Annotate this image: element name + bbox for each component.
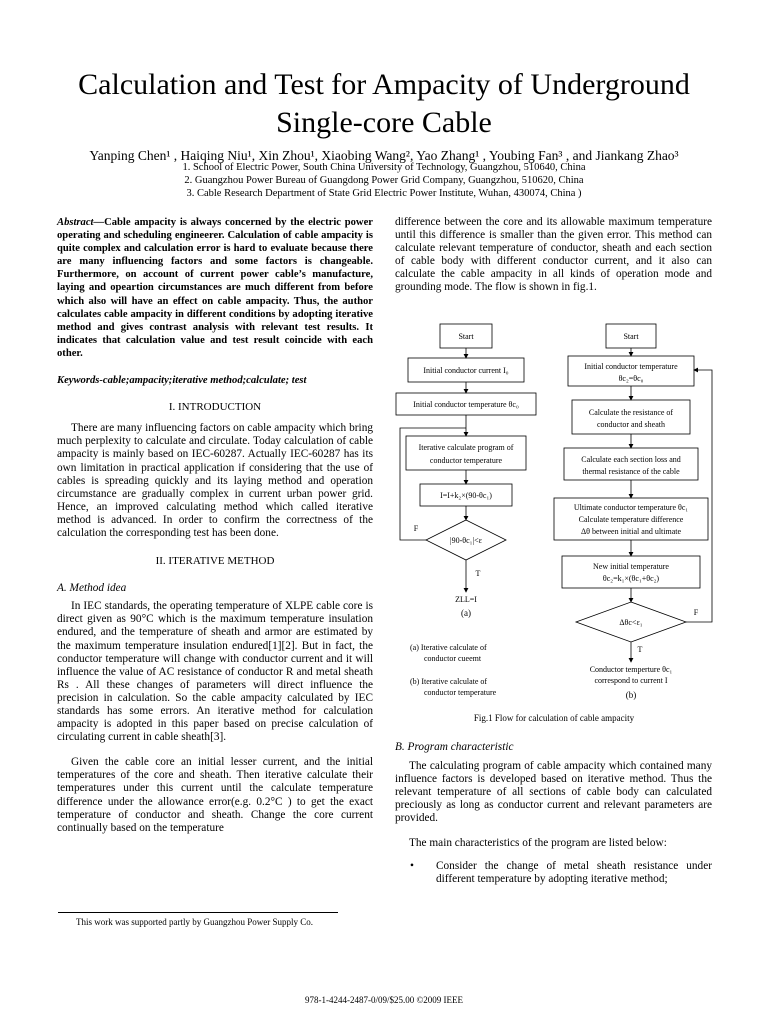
- a-iterative-label-2: conductor temperature: [429, 456, 503, 465]
- flowchart-figure: [390, 318, 720, 726]
- abstract-text: Cable ampacity is always concerned by the electric power operating and scheduling engineerer. Calculation of cable ampacity is quite complex and calculation error is hard to evaluate because there are many influencing factors and some factors is changeable. Furthermore, on account of current power cable’s manufacture, laying and opeartion circumstances are much different from before which also will have an effect on cable ampacity. Thus, the author calculates cable ampacity in different conditions by adopting iterative method and gives contrast analysis with relevant test results. It indicates that calculation value and test result coincide with each other.: [57, 217, 373, 359]
- section-iterative-method-heading: II. ITERATIVE METHOD: [155, 555, 275, 568]
- legend-a-line-2: conductor cueemt: [424, 654, 482, 663]
- b-end-label-2: correspond to current I: [594, 676, 668, 685]
- bullet-marker: •: [410, 860, 414, 872]
- bullet-item-1: Consider the change of metal sheath resistance under different temperature by adopting iterative method;: [436, 860, 712, 886]
- abstract: [57, 216, 373, 360]
- title-line-2: Single-core Cable: [276, 106, 492, 139]
- title-line-1: Calculation and Test for Ampacity of Underground: [78, 68, 690, 101]
- paper-title: [40, 66, 728, 142]
- b-resistance-label-2: conductor and sheath: [597, 420, 665, 429]
- b-false-label: F: [693, 608, 699, 617]
- b-ultimate-label-3: Δθ between initial and ultimate: [580, 527, 682, 536]
- footnote-rule: [58, 912, 338, 913]
- a-condition-label: |90-θc₁|<ε: [450, 536, 482, 545]
- b-ultimate-label-1: Ultimate conductor temperature θc₁: [573, 503, 689, 512]
- introduction-paragraph: There are many influencing factors on cable ampacity which bring much perplexity to calculate and circulate. Today calculation of cable ampacity is mainly based on IEC-60287. Actually IEC-60287 has its own limitation in practical application if considering that the use of cables is spreading quickly and its laying method and operation circumstance are gradually complex in current urban power grid. Hence, an improved calculating method which called iterative method is advanced. In order to confirm the correctness of the calculation the corresponding test has been done.: [57, 422, 373, 539]
- section-introduction-heading: I. INTRODUCTION: [168, 401, 262, 414]
- program-paragraph: The calculating program of cable ampacity which contained many influence factors is developed based on iterative method. Thus the relevant temperature of all sections of cable body can calculated preciously as long as conductor current and relevant parameters are provided.: [395, 760, 712, 825]
- a-initial-temp-label: Initial conductor temperature θc₀: [413, 400, 519, 409]
- b-ultimate-label-2: Calculate temperature difference: [578, 515, 684, 524]
- subsection-method-idea: A. Method idea: [57, 582, 127, 595]
- b-start-label: Start: [623, 332, 639, 341]
- b-resistance-label-1: Calculate the resistance of: [588, 408, 674, 417]
- b-condition-label: Δθc<ε₁: [619, 618, 643, 627]
- left-column: [57, 216, 373, 835]
- b-initial-temp-label-2: θc₂=θc₀: [618, 374, 644, 383]
- author-list: Yanping Chen¹ , Haiqing Niu¹, Xin Zhou¹, Xiaobing Wang², Yao Zhang¹ , Youbing Fan³ , and Jiankang Zhao³: [89, 148, 679, 163]
- a-initial-current-label: Initial conductor current I₀: [423, 366, 509, 375]
- b-end-label-1: Conductor temperture θc₁: [589, 665, 673, 674]
- characteristics-intro: The main characteristics of the program are listed below:: [409, 836, 667, 849]
- b-true-label: T: [637, 645, 643, 654]
- a-iterative-label-1: Iterative calculate program of: [418, 443, 514, 452]
- right-column-top: [395, 216, 712, 295]
- b-new-initial-label-1: New initial temperature: [593, 562, 669, 571]
- subsection-program-characteristic: B. Program characteristic: [395, 741, 514, 753]
- abstract-label: Abstract—: [57, 217, 105, 228]
- a-panel-label: (a): [461, 608, 471, 618]
- b-loss-label-1: Calculate each section loss and: [581, 455, 681, 464]
- keywords: Keywords-cable;ampacity;iterative method;calculate; test: [57, 375, 307, 387]
- a-result-label: ZLL=I: [455, 595, 477, 604]
- affiliation-1: 1. School of Electric Power, South China University of Technology, Guangzhou, 510640, China: [182, 162, 586, 173]
- page-footer: 978-1-4244-2487-0/09/$25.00 ©2009 IEEE: [304, 995, 464, 1005]
- a-start-label: Start: [458, 332, 474, 341]
- a-true-label: T: [475, 569, 481, 578]
- legend-b-line-2: conductor temperature: [424, 688, 497, 697]
- b-loss-label-2: thermal resistance of the cable: [582, 467, 680, 476]
- b-initial-temp-label-1: Initial conductor temperature: [584, 362, 678, 371]
- method-paragraph-1: In IEC standards, the operating temperature of XLPE cable core is direct given as 90°C which is the maximum temperature insulation endured, and the temperature of sheath and armor are estimated by the maximum temperature insulation endured[1][2]. But in fact, the conductor temperature will change with conductor current and it will influence the value of AC resistance of conductor R and metal sheath Rs . All these changes of parameters will direct influence the precision in calculation. So the cable ampacity calculated by IEC standards has some errors. An iterative method for calculation ampacity is adopted in this paper based on precise calculation of circulating current in cable sheath[3].: [57, 600, 373, 744]
- footnote: This work was supported partly by Guangzhou Power Supply Co.: [76, 917, 313, 927]
- a-update-label: I=I+k₂×(90-θc₁): [440, 491, 492, 500]
- method-paragraph-2: Given the cable core an initial lesser current, and the initial temperatures of the core and sheath. Then iterative calculate their temperatures under this current until the calculate temperature difference under the allowance error(e.g. 0.2°C ) to get the exact temperature of conductor and sheath. Change the core current continually based on the temperature: [57, 756, 373, 834]
- affiliation-2: 2. Guangzhou Power Bureau of Guangdong Power Grid Company, Guangzhou, 510620, China: [184, 175, 584, 186]
- b-new-initial-box: [562, 556, 700, 588]
- figure-caption: Fig.1 Flow for calculation of cable ampacity: [473, 713, 635, 723]
- right-column-bottom: [395, 741, 712, 850]
- affiliation-3: 3. Cable Research Department of State Grid Electric Power Institute, Wuhan, 430074, China ): [186, 188, 582, 199]
- b-panel-label: (b): [625, 690, 637, 700]
- right-paragraph-continued: difference between the core and its allowable maximum temperature until this difference is smaller than the given error. This method can calculate relevant temperature of conductor, sheath and each section of cable body with different conductor current, and it also can calculate the cable ampacity in all kinds of operation mode and grounding mode. The flow is shown in fig.1.: [395, 216, 712, 294]
- legend-b-line-1: (b) Iterative calculate of: [410, 677, 488, 686]
- legend-a-line-1: (a) Iterative calculate of: [410, 643, 487, 652]
- a-false-label: F: [413, 524, 419, 533]
- b-new-initial-label-2: θc₂=k₁×(θc₁+θc₂): [602, 574, 660, 583]
